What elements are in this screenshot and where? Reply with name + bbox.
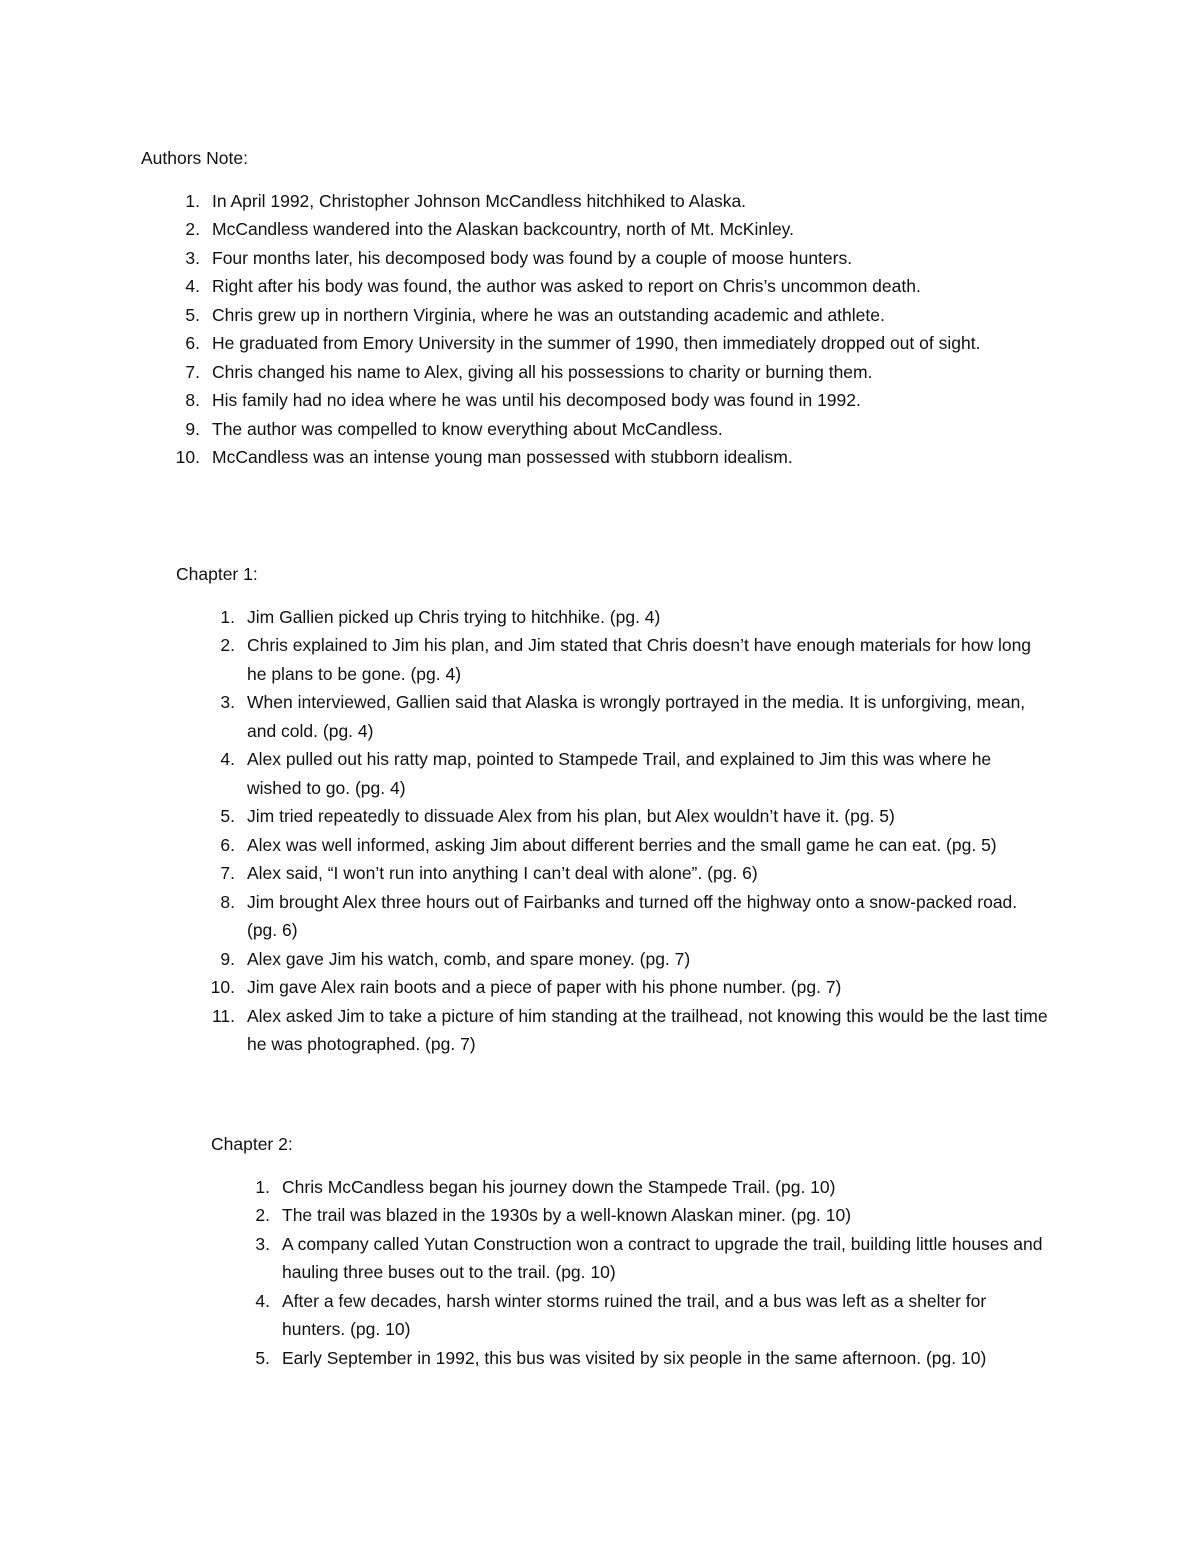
list-item [0, 631, 1200, 688]
item-number: 4. [255, 1290, 270, 1311]
list-item [0, 1201, 1200, 1230]
item-number: 9. [220, 948, 235, 969]
list-item [0, 272, 1200, 301]
item-text: Alex said, “I won’t run into anything I can’t deal with alone”. (pg. 6) [247, 863, 758, 883]
chapter-1-section [0, 560, 1200, 1059]
item-text: Jim brought Alex three hours out of Fairbanks and turned off the highway onto a snow-packed road. (pg. 6) [247, 891, 1018, 940]
section-heading: Authors Note: [141, 148, 248, 168]
list-item [0, 745, 1200, 802]
item-text: McCandless wandered into the Alaskan backcountry, north of Mt. McKinley. [212, 219, 794, 239]
item-number: 5. [255, 1347, 270, 1368]
item-number: 10. [175, 447, 200, 467]
item-text: Jim gave Alex rain boots and a piece of paper with his phone number. (pg. 7) [247, 977, 842, 997]
list-item [0, 301, 1200, 330]
list-item [0, 244, 1200, 273]
item-number: 11. [211, 1005, 235, 1026]
item-number: 7. [220, 863, 235, 883]
item-number: 4. [185, 276, 200, 296]
item-number: 2. [220, 635, 235, 655]
item-number: 3. [220, 692, 235, 712]
list-item [0, 859, 1200, 888]
numbered-list [0, 187, 1200, 472]
section-heading: Chapter 1: [176, 564, 258, 584]
list-item [0, 329, 1200, 358]
item-text: Alex pulled out his ratty map, pointed to Stampede Trail, and explained to Jim this was where he wished to go. (pg. 4) [247, 749, 992, 798]
item-number: 1. [220, 606, 235, 627]
item-text: The trail was blazed in the 1930s by a well-known Alaskan miner. (pg. 10) [282, 1205, 852, 1225]
list-item [0, 1344, 1200, 1373]
item-text: The author was compelled to know everything about McCandless. [212, 418, 723, 439]
item-number: 10. [210, 977, 235, 997]
list-item [0, 945, 1200, 974]
list-item [0, 358, 1200, 387]
item-text: Right after his body was found, the author was asked to report on Chris’s uncommon death. [212, 276, 921, 296]
item-text: Alex was well informed, asking Jim about different berries and the small game he can eat. (pg. 5) [247, 834, 997, 855]
list-item [0, 215, 1200, 244]
item-text: Four months later, his decomposed body was found by a couple of moose hunters. [212, 247, 853, 268]
item-number: 8. [185, 390, 200, 410]
item-number: 1. [255, 1176, 270, 1197]
list-item [0, 1287, 1200, 1344]
authors-note-section [0, 144, 1200, 472]
list-item [0, 831, 1200, 860]
item-text: Jim tried repeatedly to dissuade Alex from his plan, but Alex wouldn’t have it. (pg. 5) [247, 806, 895, 826]
item-number: 8. [220, 891, 235, 912]
item-number: 2. [185, 219, 200, 239]
item-text: Early September in 1992, this bus was visited by six people in the same afternoon. (pg. 10) [282, 1347, 987, 1368]
item-number: 1. [185, 190, 200, 211]
item-number: 2. [255, 1205, 270, 1225]
item-text: Chris explained to Jim his plan, and Jim stated that Chris doesn’t have enough materials for how long he plans to be gone. (pg. 4) [247, 635, 1032, 684]
numbered-list [0, 1173, 1200, 1373]
item-text: Chris changed his name to Alex, giving all his possessions to charity or burning them. [212, 361, 873, 382]
list-item [0, 187, 1200, 216]
item-text: Chris grew up in northern Virginia, where he was an outstanding academic and athlete. [212, 304, 885, 325]
item-number: 6. [185, 333, 200, 353]
item-text: When interviewed, Gallien said that Alaska is wrongly portrayed in the media. It is unforgiving, mean, and cold. (pg. 4) [247, 692, 1026, 741]
list-item [0, 1230, 1200, 1287]
list-item [0, 688, 1200, 745]
item-text: In April 1992, Christopher Johnson McCandless hitchhiked to Alaska. [212, 190, 747, 211]
item-number: 3. [255, 1233, 270, 1254]
list-item [0, 888, 1200, 945]
item-text: Alex gave Jim his watch, comb, and spare money. (pg. 7) [247, 948, 691, 969]
list-item [0, 443, 1200, 472]
list-item [0, 1002, 1200, 1059]
list-item [0, 386, 1200, 415]
list-item [0, 415, 1200, 444]
list-item [0, 802, 1200, 831]
list-item [0, 973, 1200, 1002]
item-text: McCandless was an intense young man possessed with stubborn idealism. [212, 447, 793, 467]
chapter-2-section [0, 1130, 1200, 1372]
list-item [0, 1173, 1200, 1202]
numbered-list [0, 603, 1200, 1059]
item-text: Alex asked Jim to take a picture of him standing at the trailhead, not knowing this would be the last time he was photographed. (pg. 7) [247, 1005, 1048, 1054]
item-number: 5. [185, 304, 200, 325]
section-heading: Chapter 2: [211, 1134, 293, 1154]
item-number: 5. [220, 806, 235, 826]
item-number: 6. [220, 834, 235, 855]
item-text: He graduated from Emory University in the summer of 1990, then immediately dropped out of sight. [212, 333, 981, 353]
item-text: His family had no idea where he was until his decomposed body was found in 1992. [212, 390, 861, 410]
item-text: After a few decades, harsh winter storms ruined the trail, and a bus was left as a shelter for hunters. (pg. 10) [282, 1290, 987, 1339]
item-text: A company called Yutan Construction won a contract to upgrade the trail, building little houses and hauling three buses out to the trail. (pg. 10) [282, 1233, 1043, 1282]
item-number: 9. [185, 418, 200, 439]
item-text: Jim Gallien picked up Chris trying to hitchhike. (pg. 4) [247, 606, 661, 627]
item-number: 4. [220, 749, 235, 769]
item-number: 3. [185, 247, 200, 268]
item-number: 7. [185, 361, 200, 382]
list-item [0, 603, 1200, 632]
item-text: Chris McCandless began his journey down the Stampede Trail. (pg. 10) [282, 1176, 836, 1197]
